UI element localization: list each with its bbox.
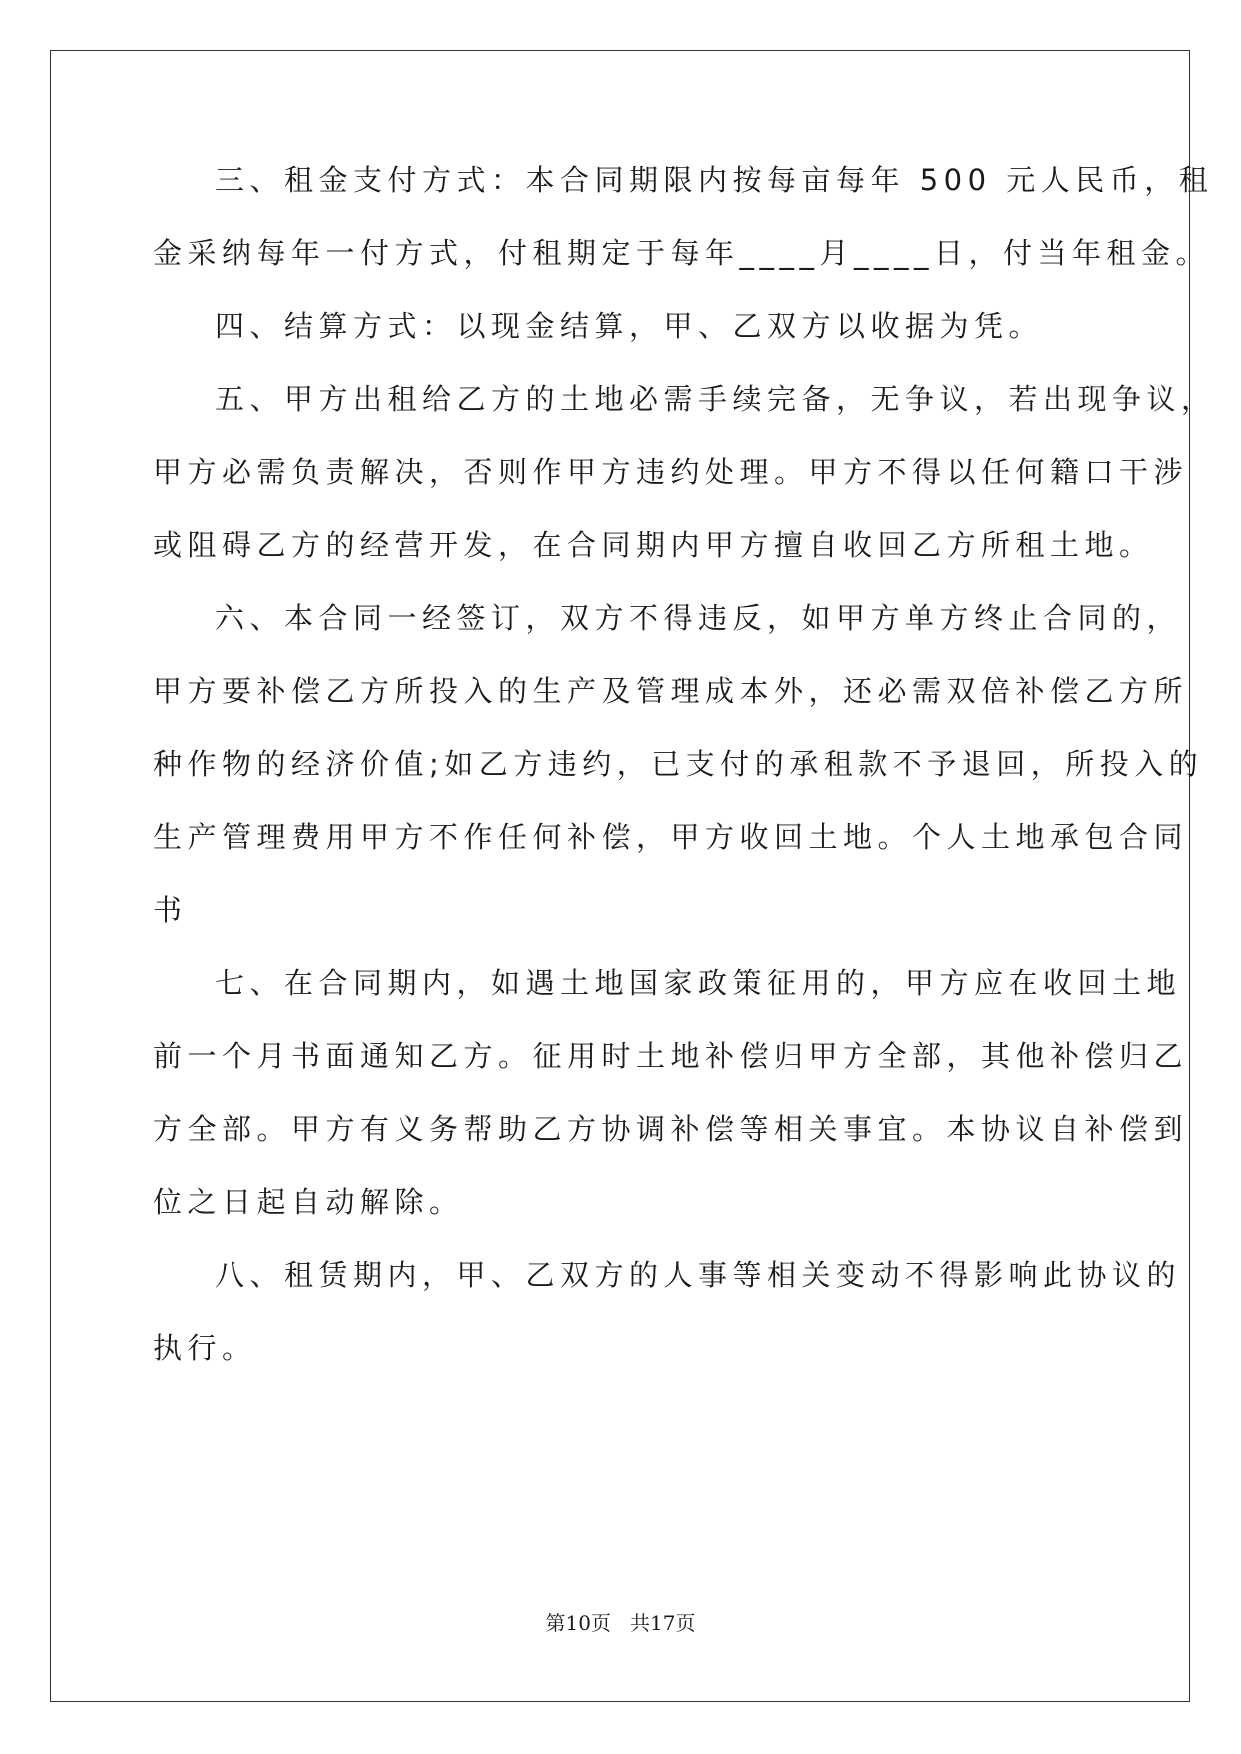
paragraph-6-line-1: 六、本合同一经签订，双方不得违反，如甲方单方终止合同的， — [215, 601, 1182, 635]
paragraph-8-line-1: 八、租赁期内，甲、乙双方的人事等相关变动不得影响此协议的 — [215, 1258, 1182, 1292]
paragraph-5-line-2: 甲方必需负责解决，否则作甲方违约处理。甲方不得以任何籍口干涉 — [153, 455, 1189, 489]
paragraph-6-line-2: 甲方要补偿乙方所投入的生产及管理成本外，还必需双倍补偿乙方所 — [153, 674, 1189, 708]
paragraph-7-line-3: 方全部。甲方有义务帮助乙方协调补偿等相关事宜。本协议自补偿到 — [153, 1112, 1189, 1146]
paragraph-7-line-2: 前一个月书面通知乙方。征用时土地补偿归甲方全部，其他补偿归乙 — [153, 1039, 1189, 1073]
paragraph-6-line-5: 书 — [153, 893, 188, 927]
paragraph-6-line-4: 生产管理费用甲方不作任何补偿，甲方收回土地。个人土地承包合同 — [153, 820, 1189, 854]
paragraph-8-line-2: 执行。 — [153, 1331, 257, 1365]
paragraph-3-line-2: 金采纳每年一付方式，付租期定于每年____月____日，付当年租金。 — [153, 236, 1211, 270]
paragraph-7-line-1: 七、在合同期内，如遇土地国家政策征用的，甲方应在收回土地 — [215, 966, 1182, 1000]
page-footer — [0, 1610, 1241, 1636]
page-border — [50, 50, 1190, 1702]
page-number-label: 第10页 共17页 — [545, 1611, 696, 1635]
paragraph-3-line-1: 三、租金支付方式：本合同期限内按每亩每年 500 元人民币，租 — [215, 163, 1214, 197]
paragraph-5-line-1: 五、甲方出租给乙方的土地必需手续完备，无争议，若出现争议， — [215, 382, 1216, 416]
paragraph-6-line-3: 种作物的经济价值;如乙方违约，已支付的承租款不予退回，所投入的 — [153, 747, 1204, 781]
paragraph-7-line-4: 位之日起自动解除。 — [153, 1185, 464, 1219]
paragraph-4-line-1: 四、结算方式：以现金结算，甲、乙双方以收据为凭。 — [215, 309, 1044, 343]
paragraph-5-line-3: 或阻碍乙方的经营开发，在合同期内甲方擅自收回乙方所租土地。 — [153, 528, 1154, 562]
